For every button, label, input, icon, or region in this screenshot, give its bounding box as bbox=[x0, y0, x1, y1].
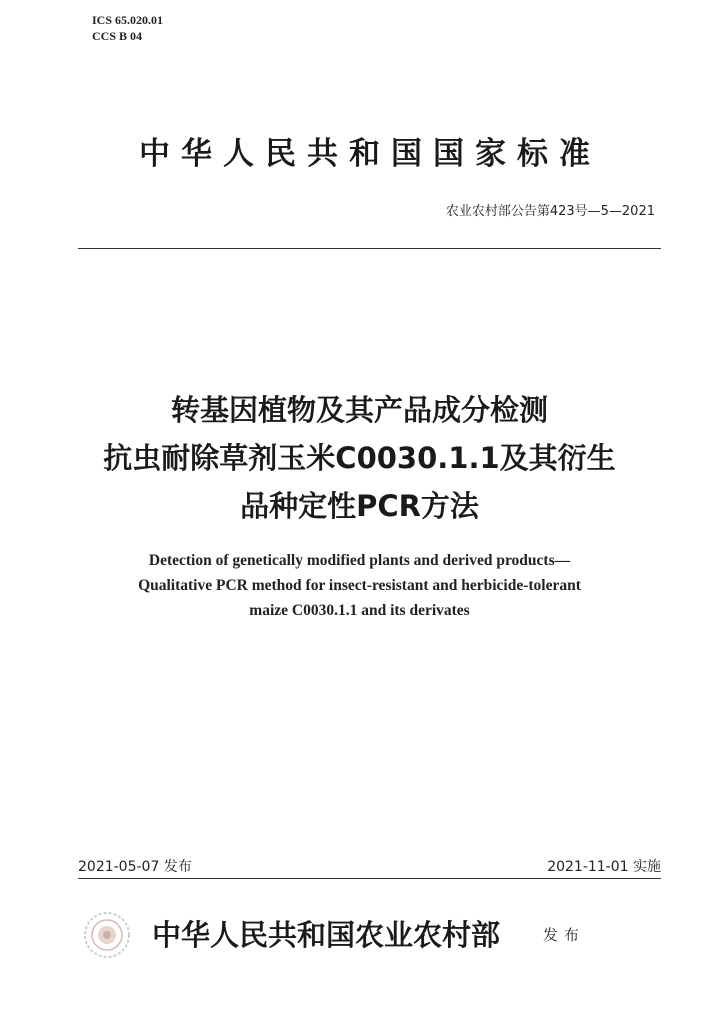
english-title-line-2: Qualitative PCR method for insect-resistant and herbicide-tolerant bbox=[138, 577, 581, 594]
emblem-icon bbox=[82, 910, 132, 960]
chinese-title-line-3: 品种定性PCR方法 bbox=[240, 489, 479, 523]
chinese-title-line-2: 抗虫耐除草剂玉米C0030.1.1及其衍生 bbox=[103, 441, 616, 475]
issue-date: 2021-05-07 发布 bbox=[78, 859, 192, 875]
english-title bbox=[40, 548, 679, 623]
publisher-name: 中华人民共和国农业农村部 bbox=[152, 918, 501, 952]
classification-codes bbox=[92, 12, 163, 44]
chinese-title-line-1: 转基因植物及其产品成分检测 bbox=[170, 393, 548, 427]
english-title-line-1: Detection of genetically modified plants and derived products— bbox=[148, 552, 571, 569]
footer-divider bbox=[78, 878, 661, 879]
chinese-title bbox=[40, 386, 679, 530]
publish-label: 发布 bbox=[543, 926, 586, 944]
implementation-date: 2021-11-01 实施 bbox=[547, 859, 661, 875]
ccs-code: CCS B 04 bbox=[92, 29, 143, 43]
header-divider bbox=[78, 248, 661, 249]
ics-code: ICS 65.020.01 bbox=[92, 13, 164, 27]
english-title-line-3: maize C0030.1.1 and its derivates bbox=[249, 602, 470, 619]
standard-title: 中华人民共和国国家标准 bbox=[139, 136, 601, 172]
standard-number: 农业农村部公告第423号—5—2021 bbox=[445, 204, 655, 219]
